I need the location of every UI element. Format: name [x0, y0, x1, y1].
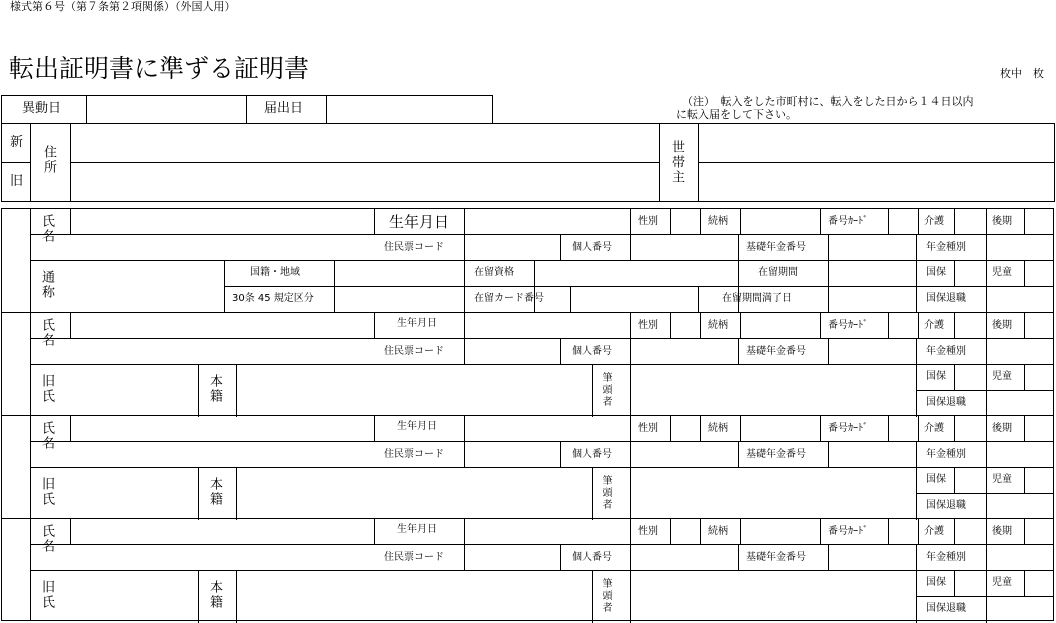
- care-checkbox[interactable]: [955, 519, 985, 543]
- kokuho-exit-checkbox[interactable]: [987, 597, 1053, 621]
- old-name-field[interactable]: [71, 468, 197, 518]
- pension-type-field[interactable]: [987, 442, 1053, 466]
- sex-field[interactable]: [671, 313, 699, 337]
- pension-number-label: 基礎年金番号: [746, 449, 806, 460]
- child-label: 児童: [992, 577, 1012, 588]
- care-label: 介護: [924, 320, 944, 331]
- old-name-label: 旧氏: [39, 477, 54, 507]
- personal-number-label: 個人番号: [572, 449, 612, 460]
- head-label: 筆頭者: [600, 475, 611, 511]
- name-field[interactable]: [71, 416, 373, 466]
- kokuho-checkbox[interactable]: [955, 261, 985, 285]
- old-householder-field[interactable]: [700, 164, 1052, 200]
- personal-number-field[interactable]: [631, 545, 737, 569]
- note-line-2: に転入届をして下さい。: [676, 108, 797, 121]
- sheet-count: 枚中 枚: [1000, 67, 1044, 80]
- kokuho-exit-label: 国保退職: [926, 293, 966, 304]
- pension-number-label: 基礎年金番号: [746, 242, 806, 253]
- personal-number-label: 個人番号: [572, 346, 612, 357]
- pension-number-field[interactable]: [829, 442, 915, 466]
- name-field[interactable]: [71, 313, 373, 363]
- care-checkbox[interactable]: [955, 416, 985, 440]
- late-stage-checkbox[interactable]: [1025, 416, 1053, 440]
- old-address-field[interactable]: [72, 164, 658, 200]
- personal-number-field[interactable]: [631, 339, 737, 363]
- relation-field[interactable]: [741, 416, 819, 440]
- child-checkbox[interactable]: [1025, 571, 1053, 595]
- birth-field[interactable]: [465, 313, 629, 337]
- residence-status-field[interactable]: [535, 261, 737, 285]
- residence-status-label: 在留資格: [474, 267, 514, 278]
- pension-type-label: 年金種別: [926, 449, 966, 460]
- address-label: 住所: [41, 145, 56, 175]
- relation-field[interactable]: [741, 519, 819, 543]
- care-label: 介護: [924, 423, 944, 434]
- sex-field[interactable]: [671, 519, 699, 543]
- pension-number-field[interactable]: [829, 545, 915, 569]
- sex-label: 性別: [638, 320, 658, 331]
- mynumber-card-label: 番号ｶｰﾄﾞ: [828, 423, 868, 434]
- head-field[interactable]: [631, 468, 915, 518]
- kokuho-checkbox[interactable]: [955, 571, 985, 595]
- kokuho-label: 国保: [926, 371, 946, 382]
- form-number: 様式第６号（第７条第２項関係）（外国人用）: [10, 0, 236, 13]
- birth-label: 生年月日: [397, 421, 437, 432]
- resident-code-label: 住民票コード: [384, 552, 444, 563]
- pension-number-field[interactable]: [829, 235, 915, 259]
- care-checkbox[interactable]: [955, 313, 985, 337]
- kokuho-exit-checkbox[interactable]: [987, 287, 1053, 311]
- sex-label: 性別: [638, 216, 658, 227]
- page-title: 転出証明書に準ずる証明書: [9, 54, 310, 83]
- name-field[interactable]: [71, 519, 373, 569]
- kokuho-exit-label: 国保退職: [926, 500, 966, 511]
- birth-label: 生年月日: [389, 213, 450, 231]
- name-label: 氏名: [39, 214, 54, 244]
- alias-label: 通称: [39, 270, 54, 300]
- relation-label: 続柄: [708, 423, 728, 434]
- pension-type-label: 年金種別: [926, 242, 966, 253]
- child-checkbox[interactable]: [1025, 468, 1053, 492]
- pension-type-field[interactable]: [987, 545, 1053, 569]
- note-line-1: （注） 転入をした市町村に、転入をした日から１４日以内: [682, 95, 974, 108]
- sex-field[interactable]: [671, 416, 699, 440]
- move-date-field[interactable]: [88, 97, 244, 121]
- late-stage-label: 後期: [992, 423, 1012, 434]
- alias-field[interactable]: [71, 261, 223, 311]
- sex-label: 性別: [638, 423, 658, 434]
- relation-label: 続柄: [708, 320, 728, 331]
- domicile-label: 本籍: [207, 374, 222, 404]
- domicile-field[interactable]: [237, 468, 591, 518]
- mynumber-card-checkbox[interactable]: [889, 209, 917, 233]
- stay-expiry-label: 在留期間満了日: [722, 293, 792, 304]
- nationality-label: 国籍・地域: [250, 267, 300, 278]
- pension-type-label: 年金種別: [926, 552, 966, 563]
- child-label: 児童: [992, 371, 1012, 382]
- stay-period-field[interactable]: [829, 261, 915, 285]
- kokuho-label: 国保: [926, 577, 946, 588]
- personal-number-label: 個人番号: [572, 242, 612, 253]
- name-field[interactable]: [71, 209, 373, 259]
- child-checkbox[interactable]: [1025, 261, 1053, 285]
- relation-field[interactable]: [741, 313, 819, 337]
- pension-type-field[interactable]: [987, 339, 1053, 363]
- birth-label: 生年月日: [397, 318, 437, 329]
- mynumber-card-label: 番号ｶｰﾄﾞ: [828, 216, 868, 227]
- stay-expiry-field[interactable]: [829, 287, 915, 311]
- new-address-field[interactable]: [72, 125, 658, 161]
- old-name-field[interactable]: [71, 571, 197, 621]
- kokuho-checkbox[interactable]: [955, 468, 985, 492]
- late-stage-label: 後期: [992, 216, 1012, 227]
- old-name-field[interactable]: [71, 365, 197, 415]
- householder-label: 世帯主: [669, 140, 684, 185]
- name-label: 氏名: [39, 524, 54, 554]
- pension-type-field[interactable]: [987, 235, 1053, 259]
- resident-code-field[interactable]: [465, 442, 559, 466]
- nationality-field[interactable]: [335, 261, 463, 285]
- domicile-label: 本籍: [207, 477, 222, 507]
- personal-number-field[interactable]: [631, 235, 737, 259]
- late-stage-checkbox[interactable]: [1025, 209, 1053, 233]
- mynumber-card-checkbox[interactable]: [889, 313, 917, 337]
- birth-field[interactable]: [465, 519, 629, 543]
- residence-card-label: 在留カード番号: [474, 293, 544, 304]
- new-label: 新: [10, 135, 24, 150]
- art30-45-field[interactable]: [335, 287, 463, 311]
- art30-45-label: 30条 45 規定区分: [232, 293, 314, 304]
- name-label: 氏名: [39, 318, 54, 348]
- child-checkbox[interactable]: [1025, 365, 1053, 389]
- kokuho-label: 国保: [926, 474, 946, 485]
- old-name-label: 旧氏: [39, 374, 54, 404]
- head-field[interactable]: [631, 571, 915, 621]
- sex-label: 性別: [638, 526, 658, 537]
- care-label: 介護: [924, 526, 944, 537]
- pension-number-field[interactable]: [829, 339, 915, 363]
- notify-date-label: 届出日: [264, 101, 304, 116]
- care-checkbox[interactable]: [955, 209, 985, 233]
- domicile-field[interactable]: [237, 571, 591, 621]
- relation-field[interactable]: [741, 209, 819, 233]
- old-name-label: 旧氏: [39, 580, 54, 610]
- pension-number-label: 基礎年金番号: [746, 552, 806, 563]
- resident-code-label: 住民票コード: [384, 242, 444, 253]
- birth-label: 生年月日: [397, 524, 437, 535]
- late-stage-checkbox[interactable]: [1025, 313, 1053, 337]
- resident-code-field[interactable]: [465, 235, 559, 259]
- late-stage-label: 後期: [992, 526, 1012, 537]
- new-householder-field[interactable]: [700, 125, 1052, 161]
- relation-label: 続柄: [708, 526, 728, 537]
- kokuho-exit-label: 国保退職: [926, 397, 966, 408]
- domicile-field[interactable]: [237, 365, 591, 415]
- residence-card-field[interactable]: [571, 287, 697, 311]
- stay-period-label: 在留期間: [758, 267, 798, 278]
- relation-label: 続柄: [708, 216, 728, 227]
- notify-date-field[interactable]: [328, 97, 490, 121]
- old-label: 旧: [10, 174, 24, 189]
- kokuho-checkbox[interactable]: [955, 365, 985, 389]
- birth-field[interactable]: [465, 416, 629, 440]
- head-label: 筆頭者: [600, 372, 611, 408]
- move-date-label: 異動日: [22, 101, 62, 116]
- name-label: 氏名: [39, 421, 54, 451]
- domicile-label: 本籍: [207, 580, 222, 610]
- kokuho-label: 国保: [926, 267, 946, 278]
- personal-number-label: 個人番号: [572, 552, 612, 563]
- child-label: 児童: [992, 474, 1012, 485]
- mynumber-card-checkbox[interactable]: [889, 519, 917, 543]
- resident-code-field[interactable]: [465, 339, 559, 363]
- mynumber-card-label: 番号ｶｰﾄﾞ: [828, 526, 868, 537]
- head-label: 筆頭者: [600, 578, 611, 614]
- kokuho-exit-label: 国保退職: [926, 603, 966, 614]
- mynumber-card-label: 番号ｶｰﾄﾞ: [828, 320, 868, 331]
- pension-type-label: 年金種別: [926, 346, 966, 357]
- resident-code-label: 住民票コード: [384, 346, 444, 357]
- personal-number-field[interactable]: [631, 442, 737, 466]
- child-label: 児童: [992, 267, 1012, 278]
- kokuho-exit-checkbox[interactable]: [987, 494, 1053, 518]
- resident-code-field[interactable]: [465, 545, 559, 569]
- late-stage-checkbox[interactable]: [1025, 519, 1053, 543]
- mynumber-card-checkbox[interactable]: [889, 416, 917, 440]
- resident-code-label: 住民票コード: [384, 449, 444, 460]
- birth-field[interactable]: [465, 209, 629, 233]
- head-field[interactable]: [631, 365, 915, 415]
- sex-field[interactable]: [671, 209, 699, 233]
- pension-number-label: 基礎年金番号: [746, 346, 806, 357]
- late-stage-label: 後期: [992, 320, 1012, 331]
- care-label: 介護: [924, 216, 944, 227]
- kokuho-exit-checkbox[interactable]: [987, 391, 1053, 415]
